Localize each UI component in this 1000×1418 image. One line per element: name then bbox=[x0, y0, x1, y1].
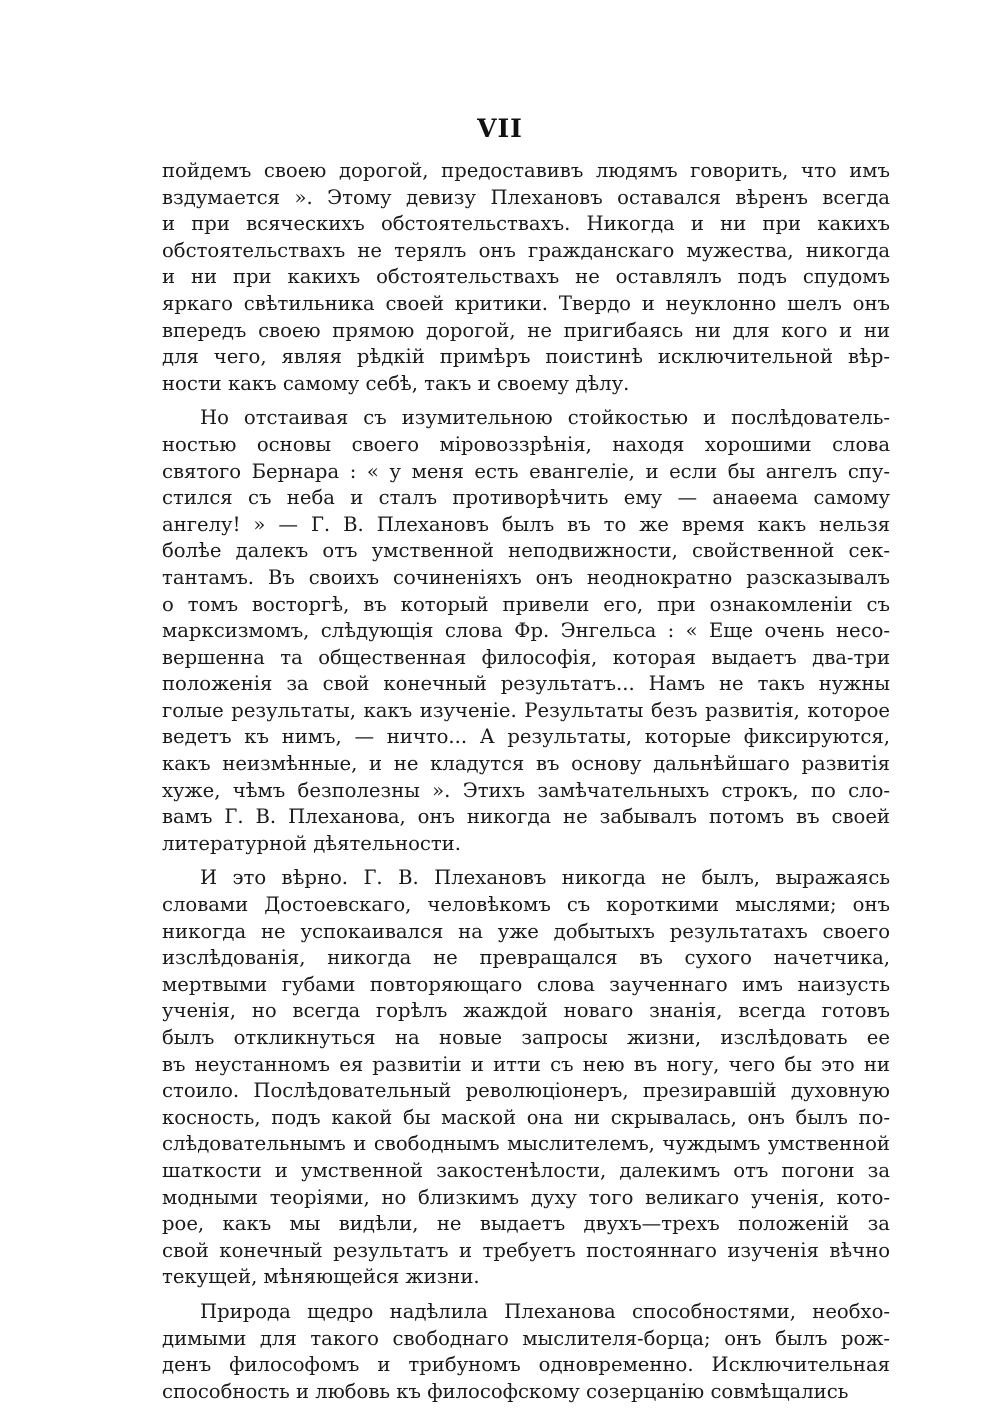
paragraph bbox=[162, 158, 890, 397]
text-line: и ни при какихъ обстоятельствахъ не оставлялъ подъ спудомъ bbox=[162, 265, 890, 289]
paragraph bbox=[162, 1299, 890, 1405]
text-line: былъ откликнуться на новые запросы жизни, изслѣдовать ее bbox=[162, 1026, 890, 1049]
text-line: въ неустанномъ ея развитіи и итти съ нею въ ногу, чего бы это ни bbox=[162, 1052, 890, 1076]
paragraph-spacer bbox=[162, 397, 890, 405]
text-line: Природа щедро надѣлила Плеханова способностями, необхо- bbox=[200, 1299, 890, 1323]
paragraph bbox=[162, 865, 890, 1291]
text-line: вамъ Г. В. Плеханова, онъ никогда не забывалъ потомъ въ своей bbox=[162, 805, 890, 829]
text-line: святого Бернара : « у меня есть евангеліе, и если бы ангелъ спу- bbox=[162, 459, 890, 483]
text-line: тантамъ. Въ своихъ сочиненіяхъ онъ неоднократно разсказывалъ bbox=[162, 565, 890, 589]
text-line: косность, подъ какой бы маской она ни скрывалась, онъ былъ по- bbox=[162, 1105, 890, 1129]
text-line: ностью основы своего міровоззрѣнія, находя хорошими слова bbox=[162, 432, 890, 456]
text-line: обстоятельствахъ не терялъ онъ гражданскаго мужества, никогда bbox=[162, 238, 890, 262]
text-line: ученія, но всегда горѣлъ жаждой новаго знанія, всегда готовъ bbox=[162, 999, 890, 1023]
text-line: способность и любовь къ философскому созерцанію совмѣщались bbox=[162, 1379, 849, 1403]
text-line: хуже, чѣмъ безполезны ». Этихъ замѣчательныхъ строкъ, по сло- bbox=[162, 778, 890, 802]
text-line: марксизмомъ, слѣдующія слова Фр. Энгельса : « Еще очень несо- bbox=[162, 619, 890, 643]
text-line: текущей, мѣняющейся жизни. bbox=[162, 1265, 480, 1289]
page-number: VII bbox=[477, 114, 523, 143]
text-line: шаткости и умственной закостенѣлости, далекимъ отъ погони за bbox=[162, 1158, 890, 1182]
text-line: словами Достоевскаго, человѣкомъ съ короткими мыслями; онъ bbox=[162, 893, 890, 917]
text-line: какъ неизмѣнные, и не кладутся въ основу дальнѣйшаго развитія bbox=[162, 752, 890, 776]
text-line: Но отстаивая съ изумительною стойкостью и послѣдователь- bbox=[200, 406, 890, 430]
text-line: стоило. Послѣдовательный революціонеръ, презиравшій духовную bbox=[162, 1079, 890, 1103]
text-line: для чего, являя рѣдкій примѣръ поистинѣ исключительной вѣр- bbox=[162, 345, 890, 369]
paragraph-spacer bbox=[162, 857, 890, 865]
text-line: о томъ восторгѣ, въ который привели его, при ознакомленіи съ bbox=[162, 592, 890, 616]
text-line: стился съ неба и сталъ противорѣчить ему — анаѳема самому bbox=[162, 486, 890, 510]
text-line: свой конечный результатъ и требуетъ постояннаго изученія вѣчно bbox=[162, 1238, 890, 1262]
text-line: яркаго свѣтильника своей критики. Твердо и неуклонно шелъ онъ bbox=[162, 291, 890, 315]
text-line: голые результаты, какъ изученіе. Результаты безъ развитія, которое bbox=[162, 698, 890, 722]
text-line: модными теоріями, но близкимъ духу того великаго ученія, кото- bbox=[162, 1185, 890, 1209]
text-line: вздумается ». Этому девизу Плехановъ оставался вѣренъ всегда bbox=[162, 185, 890, 209]
text-line: пойдемъ своею дорогой, предоставивъ людямъ говорить, что имъ bbox=[162, 159, 890, 182]
text-line: денъ философомъ и трибуномъ одновременно. Исключительная bbox=[162, 1353, 890, 1377]
text-line: ангелу! » — Г. В. Плехановъ былъ въ то же время какъ нельзя bbox=[162, 512, 890, 536]
text-line: положенія за свой конечный результатъ... Намъ не такъ нужны bbox=[162, 672, 890, 696]
text-line: вершенна та общественная философія, которая выдаетъ два-три bbox=[162, 645, 890, 669]
text-line: и при всяческихъ обстоятельствахъ. Никогда и ни при какихъ bbox=[162, 212, 890, 236]
text-line: изслѣдованія, никогда не превращался въ сухого начетчика, bbox=[162, 946, 890, 970]
text-line: впередъ своею прямою дорогой, не пригибаясь ни для кого и ни bbox=[162, 318, 890, 342]
text-line: ведетъ къ нимъ, — ничто... А результаты, которые фиксируются, bbox=[162, 725, 890, 749]
paragraph bbox=[162, 405, 890, 857]
text-line: никогда не успокаивался на уже добытыхъ результатахъ своего bbox=[162, 919, 890, 943]
text-line: рое, какъ мы видѣли, не выдаетъ двухъ—трехъ положеній за bbox=[162, 1212, 890, 1236]
text-line: мертвыми губами повторяющаго слова заученнаго имъ наизусть bbox=[162, 972, 890, 996]
text-line: слѣдовательнымъ и свободнымъ мыслителемъ, чуждымъ умственной bbox=[162, 1132, 890, 1156]
text-line: литературной дѣятельности. bbox=[162, 831, 461, 855]
text-line: И это вѣрно. Г. В. Плехановъ никогда не былъ, выражаясь bbox=[200, 866, 890, 890]
text-line: ности какъ самому себѣ, такъ и своему дѣлу. bbox=[162, 371, 630, 395]
body-text bbox=[162, 158, 890, 1405]
text-line: димыми для такого свободнаго мыслителя-борца; онъ былъ рож- bbox=[162, 1326, 890, 1350]
paragraph-spacer bbox=[162, 1291, 890, 1299]
text-line: болѣе далекъ отъ умственной неподвижности, свойственной сек- bbox=[162, 539, 890, 563]
